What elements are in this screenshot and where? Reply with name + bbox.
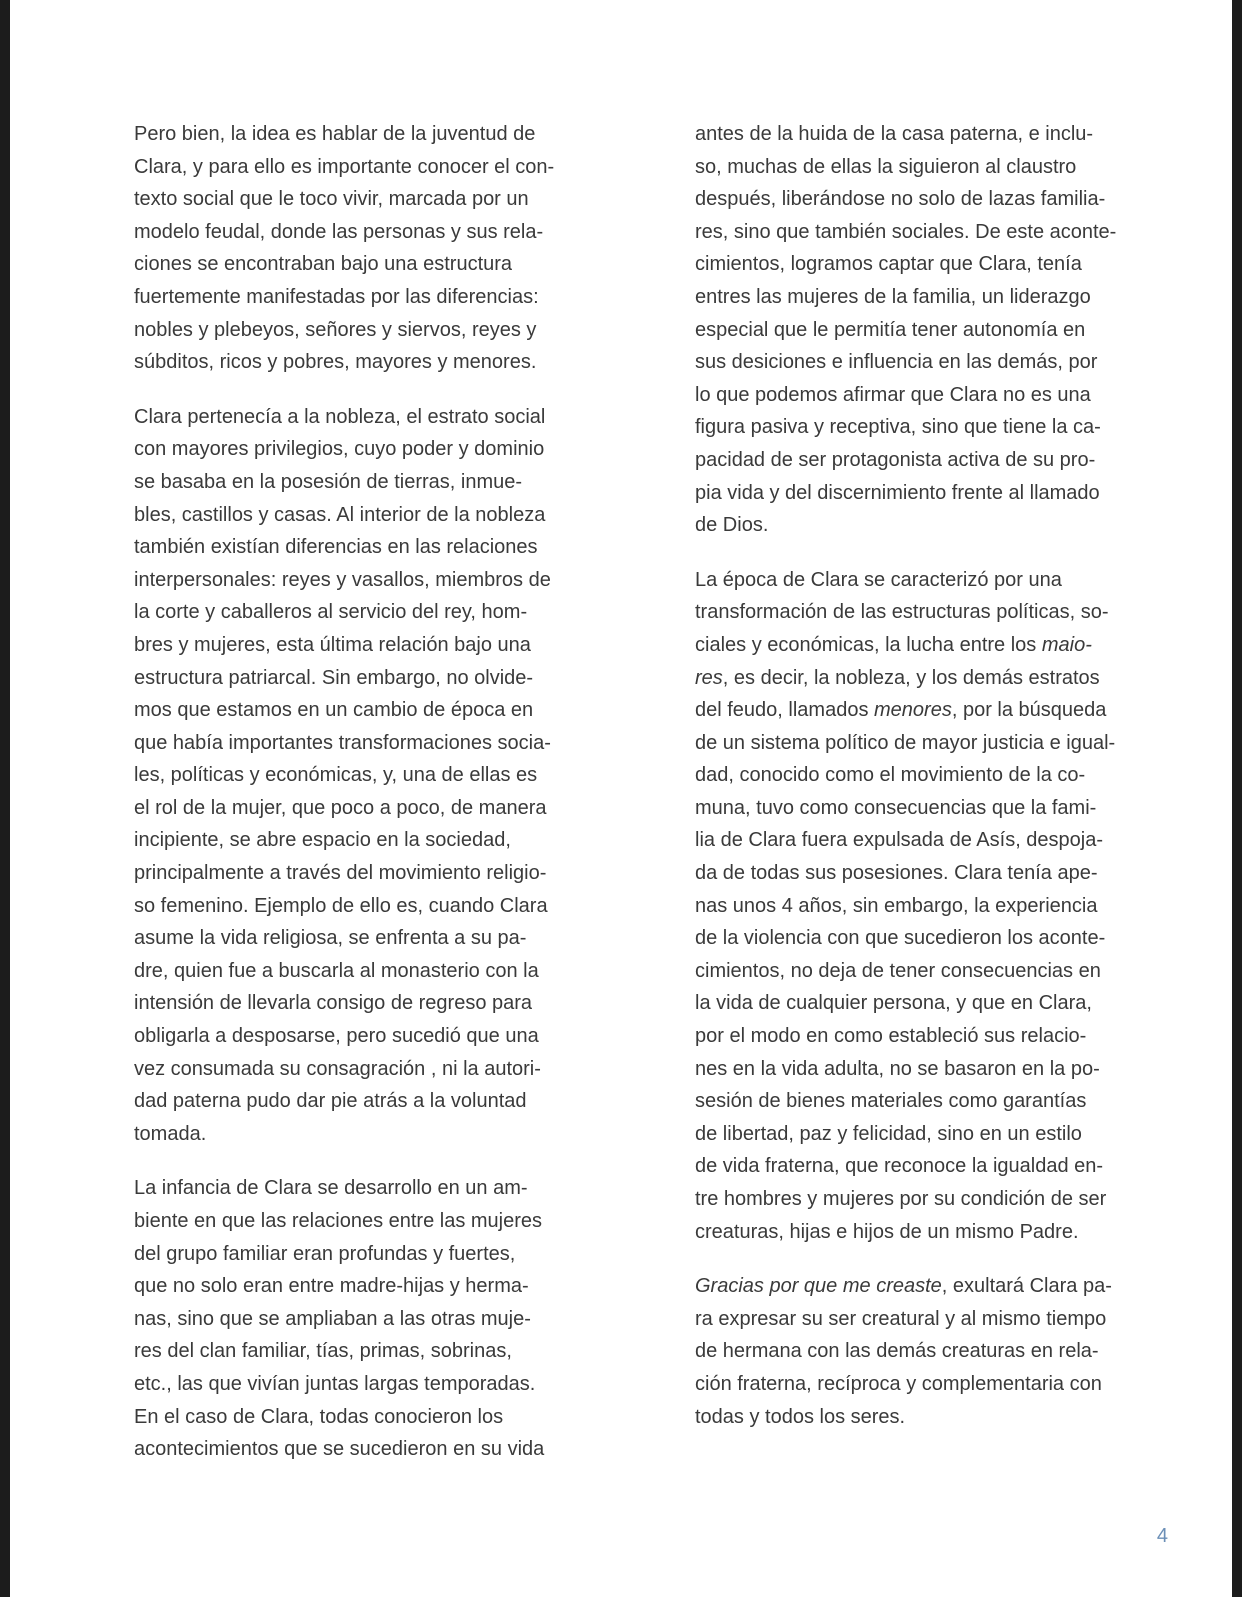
text-line: obligarla a desposarse, pero sucedió que una [134, 1025, 539, 1048]
text-line: nobles y plebeyos, señores y siervos, reyes y [134, 318, 537, 341]
right-column [695, 118, 1173, 1433]
text-line: de vida fraterna, que reconoce la igualdad en- [695, 1155, 1104, 1178]
text-line: se basaba en la posesión de tierras, inmue- [134, 470, 523, 493]
italic-term: res [695, 666, 723, 689]
text-line: entres las mujeres de la familia, un liderazgo [695, 285, 1091, 308]
paragraph-gap [695, 1248, 1173, 1270]
text-line: asume la vida religiosa, se enfrenta a su pa- [134, 927, 527, 950]
text-line: fuertemente manifestadas por las diferencias: [134, 285, 539, 308]
text-line: sus desiciones e influencia en las demás, por [695, 351, 1098, 374]
text-line [695, 662, 1173, 695]
text-line: nas, sino que se ampliaban a las otras muje- [134, 1307, 531, 1330]
text-line: La época de Clara se caracterizó por una [695, 568, 1062, 591]
text-line: lia de Clara fuera expulsada de Asís, despoja- [695, 829, 1104, 852]
paragraph-gap [134, 379, 614, 401]
document-page [10, 0, 1232, 1597]
text-line: figura pasiva y receptiva, sino que tiene la ca- [695, 416, 1101, 439]
text-line: de Dios. [695, 514, 769, 537]
text-line: de hermana con las demás creaturas en rela- [695, 1340, 1099, 1363]
text-line: dre, quien fue a buscarla al monasterio con la [134, 959, 539, 982]
text-line: pacidad de ser protagonista activa de su pro- [695, 448, 1096, 471]
text-line: antes de la huida de la casa paterna, e inclu- [695, 123, 1094, 145]
text-line: principalmente a través del movimiento religio- [134, 862, 547, 885]
text-line: sesión de bienes materiales como garantías [695, 1090, 1087, 1113]
text-line: vez consumada su consagración , ni la autori- [134, 1057, 541, 1080]
italic-quote: Gracias por que me creaste [695, 1275, 942, 1298]
text-line: Clara pertenecía a la nobleza, el estrato social [134, 405, 546, 428]
text-line: Pero bien, la idea es hablar de la juventud de [134, 123, 536, 145]
text-line: nas unos 4 años, sin embargo, la experiencia [695, 894, 1098, 917]
text-line: lo que podemos afirmar que Clara no es una [695, 383, 1091, 406]
italic-term: maio- [1041, 633, 1092, 656]
text-line: especial que le permitía tener autonomía en [695, 318, 1086, 341]
paragraph [134, 1172, 614, 1465]
text-line: dad paterna pudo dar pie atrás a la voluntad [134, 1090, 527, 1113]
paragraph [695, 1270, 1173, 1433]
text-line: estructura patriarcal. Sin embargo, no olvide- [134, 666, 534, 689]
text-line: bres y mujeres, esta última relación bajo una [134, 633, 531, 656]
text-segment: , por la búsqueda [951, 699, 1107, 722]
text-line: nes en la vida adulta, no se basaron en la po- [695, 1057, 1100, 1080]
text-line: etc., las que vivían juntas largas temporadas. [134, 1372, 536, 1395]
text-line: ción fraterna, recíproca y complementaria con [695, 1372, 1102, 1395]
text-line [695, 1270, 1173, 1303]
text-line: La infancia de Clara se desarrollo en un am- [134, 1177, 528, 1200]
paragraph-gap [695, 542, 1173, 564]
text-line: mos que estamos en un cambio de época en [134, 699, 534, 722]
text-line: acontecimientos que se sucedieron en su vida [134, 1438, 545, 1461]
text-line: muna, tuvo como consecuencias que la fami- [695, 796, 1097, 819]
text-line: del grupo familiar eran profundas y fuertes, [134, 1242, 516, 1265]
text-segment: del feudo, llamados [695, 699, 875, 722]
text-line: incipiente, se abre espacio en la sociedad, [134, 829, 511, 852]
text-line: dad, conocido como el movimiento de la co- [695, 764, 1086, 787]
text-line: ra expresar su ser creatural y al mismo tiempo [695, 1307, 1107, 1330]
text-line: de un sistema político de mayor justicia e igual- [695, 731, 1116, 754]
text-line: el rol de la mujer, que poco a poco, de manera [134, 796, 547, 819]
text-line: so, muchas de ellas la siguieron al claustro [695, 155, 1077, 178]
text-line [695, 694, 1173, 727]
text-line: cimientos, no deja de tener consecuencias en [695, 959, 1101, 982]
text-line: después, liberándose no solo de lazas familia- [695, 188, 1106, 211]
text-line: la corte y caballeros al servicio del rey, hom- [134, 601, 528, 624]
text-line [695, 629, 1173, 662]
text-line: so femenino. Ejemplo de ello es, cuando Clara [134, 894, 548, 917]
text-line: En el caso de Clara, todas conocieron los [134, 1405, 504, 1428]
text-line: transformación de las estructuras políticas, so- [695, 601, 1109, 624]
text-line: pia vida y del discernimiento frente al llamado [695, 481, 1100, 504]
text-line: tre hombres y mujeres por su condición de ser [695, 1188, 1107, 1210]
text-line: biente en que las relaciones entre las mujeres [134, 1210, 543, 1232]
text-line: súbditos, ricos y pobres, mayores y menores. [134, 351, 537, 374]
text-line: creaturas, hijas e hijos de un mismo Padre. [695, 1220, 1079, 1243]
paragraph [134, 401, 614, 1151]
text-line: cimientos, logramos captar que Clara, tenía [695, 253, 1082, 276]
text-line: da de todas sus posesiones. Clara tenía ape- [695, 862, 1098, 885]
text-line: Clara, y para ello es importante conocer el con- [134, 155, 555, 178]
text-line: que no solo eran entre madre-hijas y herma- [134, 1275, 529, 1298]
left-column [134, 118, 614, 1466]
paragraph [134, 118, 614, 379]
paragraph [695, 118, 1173, 542]
text-segment: , es decir, la nobleza, y los demás estratos [722, 666, 1100, 689]
text-segment: , exultará Clara pa- [941, 1275, 1112, 1298]
text-line: intensión de llevarla consigo de regreso para [134, 992, 533, 1015]
text-line: de libertad, paz y felicidad, sino en un estilo [695, 1122, 1082, 1145]
text-line: res del clan familiar, tías, primas, sobrinas, [134, 1340, 512, 1363]
text-line: res, sino que también sociales. De este aconte- [695, 220, 1117, 243]
text-line: modelo feudal, donde las personas y sus rela- [134, 220, 544, 243]
text-line: que había importantes transformaciones socia- [134, 731, 551, 754]
text-line: les, políticas y económicas, y, una de ellas es [134, 764, 538, 787]
text-line: la vida de cualquier persona, y que en Clara, [695, 992, 1092, 1015]
text-line: con mayores privilegios, cuyo poder y dominio [134, 438, 545, 461]
text-line: texto social que le toco vivir, marcada por un [134, 188, 529, 211]
text-line: tomada. [134, 1122, 207, 1145]
text-line: interpersonales: reyes y vasallos, miembros de [134, 568, 551, 591]
paragraph-gap [134, 1150, 614, 1172]
text-line: todas y todos los seres. [695, 1405, 906, 1428]
italic-term: menores [874, 699, 952, 722]
text-line: por el modo en como estableció sus relacio- [695, 1025, 1087, 1048]
paragraph [695, 564, 1173, 1248]
text-line: bles, castillos y casas. Al interior de la nobleza [134, 503, 546, 526]
text-line: de la violencia con que sucedieron los aconte- [695, 927, 1106, 950]
text-segment: ciales y económicas, la lucha entre los [695, 633, 1042, 656]
page-number: 4 [1156, 1525, 1168, 1547]
text-line: también existían diferencias en las relaciones [134, 536, 538, 559]
text-line: ciones se encontraban bajo una estructura [134, 253, 513, 276]
